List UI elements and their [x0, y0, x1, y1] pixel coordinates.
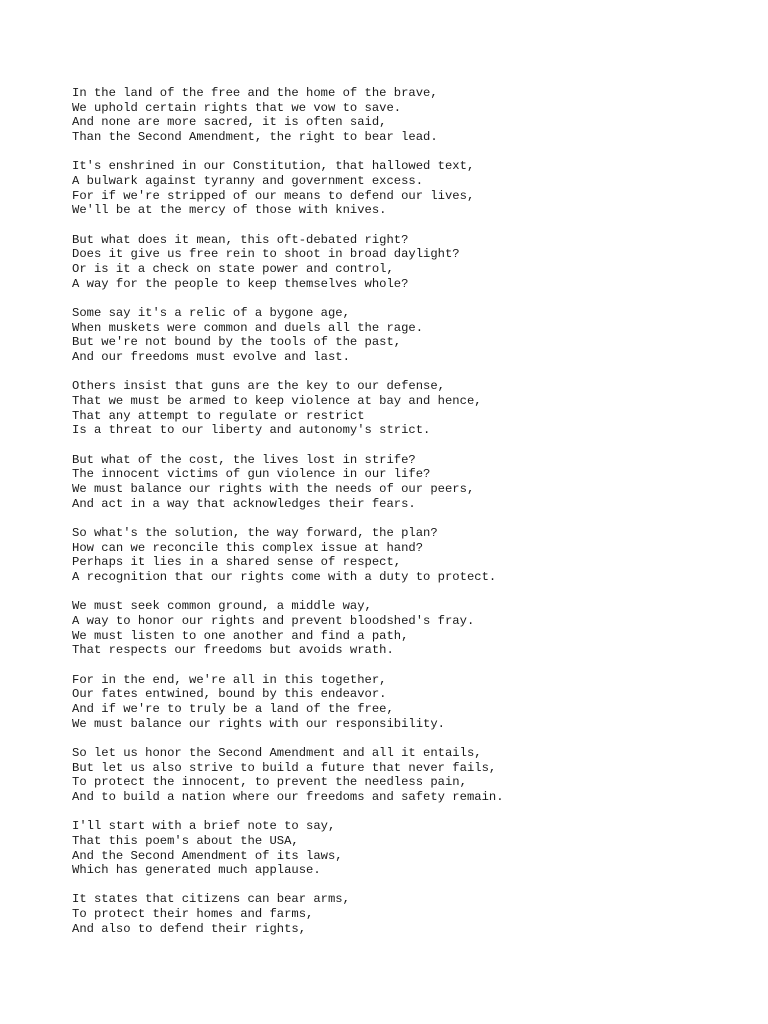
- poem-line: Perhaps it lies in a shared sense of respect,: [72, 555, 402, 570]
- poem-line: The innocent victims of gun violence in our life?: [72, 467, 431, 482]
- poem-line: And also to defend their rights,: [72, 921, 307, 936]
- poem-line: That this poem's about the USA,: [72, 833, 299, 848]
- poem-line: How can we reconcile this complex issue at hand?: [72, 540, 424, 555]
- poem-line: A recognition that our rights come with a duty to protect.: [72, 569, 497, 584]
- poem-line: And if we're to truly be a land of the free,: [72, 701, 394, 716]
- stanza-1: [72, 86, 752, 145]
- stanza-4: [72, 306, 752, 365]
- poem-line: Which has generated much applause.: [72, 863, 321, 878]
- stanza-12: [72, 892, 752, 936]
- poem-line: But what does it mean, this oft-debated right?: [72, 232, 409, 247]
- stanza-5: [72, 379, 752, 438]
- poem-line: That we must be armed to keep violence at bay and hence,: [72, 393, 482, 408]
- stanza-10: [72, 746, 752, 805]
- poem-line: We must balance our rights with the needs of our peers,: [72, 481, 475, 496]
- poem-line: Than the Second Amendment, the right to bear lead.: [72, 130, 438, 145]
- poem-line: But let us also strive to build a future that never fails,: [72, 760, 497, 775]
- poem-line: Others insist that guns are the key to our defense,: [72, 379, 445, 394]
- poem-line: And none are more sacred, it is often said,: [72, 115, 387, 130]
- stanza-8: [72, 599, 752, 658]
- poem-line: It states that citizens can bear arms,: [72, 892, 350, 907]
- poem-line: For in the end, we're all in this together,: [72, 672, 387, 687]
- poem-line: We must seek common ground, a middle way,: [72, 599, 372, 614]
- poem-line: I'll start with a brief note to say,: [72, 819, 336, 834]
- poem-line: That respects our freedoms but avoids wrath.: [72, 643, 394, 658]
- poem-line: So what's the solution, the way forward, the plan?: [72, 525, 438, 540]
- poem-line: We must listen to one another and find a path,: [72, 628, 409, 643]
- poem-line: A way for the people to keep themselves whole?: [72, 276, 409, 291]
- poem-line: Does it give us free rein to shoot in broad daylight?: [72, 247, 460, 262]
- stanza-7: [72, 526, 752, 585]
- poem-line: A bulwark against tyranny and government excess.: [72, 174, 424, 189]
- poem-line: To protect their homes and farms,: [72, 907, 314, 922]
- poem-line: And to build a nation where our freedoms and safety remain.: [72, 789, 504, 804]
- poem-line: Or is it a check on state power and control,: [72, 262, 394, 277]
- poem-line: We'll be at the mercy of those with knives.: [72, 203, 387, 218]
- poem-line: Is a threat to our liberty and autonomy's strict.: [72, 423, 431, 438]
- poem-line: But we're not bound by the tools of the past,: [72, 335, 402, 350]
- poem-line: And the Second Amendment of its laws,: [72, 848, 343, 863]
- poem-line: And act in a way that acknowledges their fears.: [72, 496, 416, 511]
- poem-line: To protect the innocent, to prevent the needless pain,: [72, 775, 467, 790]
- stanza-2: [72, 159, 752, 218]
- poem-line: A way to honor our rights and prevent bloodshed's fray.: [72, 613, 475, 628]
- poem-line: In the land of the free and the home of the brave,: [72, 86, 438, 100]
- poem-document: [72, 86, 752, 951]
- poem-line: It's enshrined in our Constitution, that hallowed text,: [72, 159, 475, 174]
- poem-line: But what of the cost, the lives lost in strife?: [72, 452, 416, 467]
- poem-line: Some say it's a relic of a bygone age,: [72, 305, 350, 320]
- poem-line: We must balance our rights with our responsibility.: [72, 716, 445, 731]
- poem-line: For if we're stripped of our means to defend our lives,: [72, 188, 475, 203]
- stanza-3: [72, 233, 752, 292]
- poem-line: And our freedoms must evolve and last.: [72, 350, 350, 365]
- stanza-6: [72, 453, 752, 512]
- poem-line: That any attempt to regulate or restrict: [72, 408, 365, 423]
- stanza-9: [72, 673, 752, 732]
- poem-line: Our fates entwined, bound by this endeavor.: [72, 687, 387, 702]
- stanza-11: [72, 819, 752, 878]
- poem-line: When muskets were common and duels all the rage.: [72, 320, 424, 335]
- poem-line: So let us honor the Second Amendment and all it entails,: [72, 745, 482, 760]
- poem-line: We uphold certain rights that we vow to save.: [72, 100, 402, 115]
